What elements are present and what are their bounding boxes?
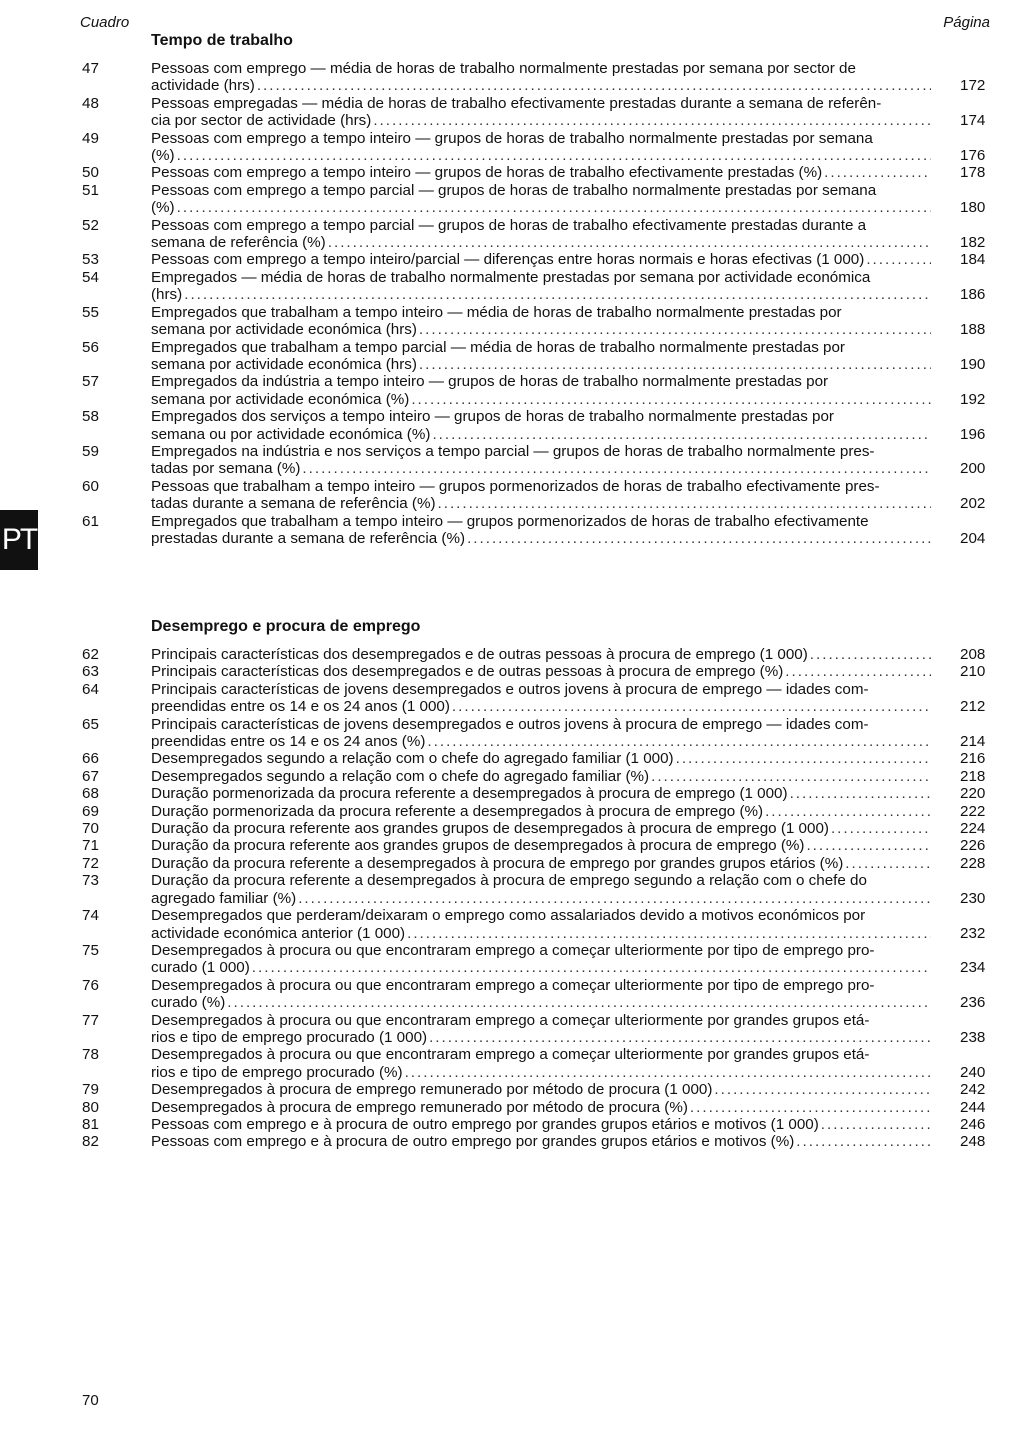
- toc-entry-title-last-line: Principais características dos desempregados e de outras pessoas à procura de emprego (1 000): [151, 646, 808, 663]
- dot-leader: [184, 286, 931, 303]
- toc-entry-number: 74: [82, 907, 99, 925]
- toc-entry-page: 196: [960, 425, 986, 443]
- toc-entry-number: 49: [82, 129, 99, 147]
- toc-entry-title-line: Desempregados à procura ou que encontraram emprego a começar ulteriormente por tipo de emprego pro-: [151, 941, 875, 959]
- toc-entry: [0, 907, 1024, 942]
- section-title-tempo-de-trabalho: Tempo de trabalho: [151, 32, 293, 49]
- dot-leader: [427, 733, 931, 750]
- toc-entry-title-line: Empregados que trabalham a tempo inteiro — grupos pormenorizados de horas de trabalho efectivamente: [151, 512, 869, 530]
- toc-entry-title: [151, 1012, 931, 1047]
- toc-entry-title: [151, 1099, 931, 1116]
- toc-entry-number: 63: [82, 663, 99, 681]
- toc-entry-title-line: Desempregados que perderam/deixaram o emprego como assalariados devido a motivos económicos por: [151, 907, 866, 925]
- dot-leader: [373, 112, 931, 129]
- toc-entry-number: 70: [82, 820, 99, 838]
- dot-leader: [810, 646, 931, 663]
- toc-entry-title: [151, 95, 931, 130]
- toc-list-desemprego: [0, 646, 1024, 1151]
- dot-leader: [866, 251, 931, 268]
- toc-entry-number: 80: [82, 1098, 99, 1116]
- toc-entry-number: 61: [82, 512, 99, 530]
- toc-entry-title-line: Empregados que trabalham a tempo parcial — média de horas de trabalho normalmente prestadas por: [151, 338, 845, 356]
- toc-entry-title: [151, 339, 931, 374]
- toc-entry-title-last-line: Pessoas com emprego a tempo inteiro/parcial — diferenças entre horas normais e horas efectivas (1 000): [151, 251, 865, 269]
- toc-entry-number: 76: [82, 976, 99, 994]
- toc-entry-page: 214: [960, 733, 986, 751]
- toc-entry-number: 59: [82, 442, 99, 460]
- toc-entry-page: 176: [960, 147, 986, 165]
- toc-entry-number: 56: [82, 338, 99, 356]
- dot-leader: [467, 530, 931, 547]
- toc-entry-number: 50: [82, 164, 99, 182]
- toc-entry-title-last-line: semana por actividade económica (%): [151, 390, 410, 408]
- toc-entry-title-last-line: curado (1 000): [151, 959, 250, 977]
- toc-entry-page: 178: [960, 164, 986, 182]
- dot-leader: [806, 837, 931, 854]
- toc-entry-title: [151, 837, 931, 854]
- toc-entry: [0, 1116, 1024, 1133]
- toc-entry-title: [151, 803, 931, 820]
- toc-entry-title: [151, 1116, 931, 1133]
- toc-entry-page: 240: [960, 1063, 986, 1081]
- page-number: 70: [82, 1392, 99, 1409]
- toc-entry: [0, 646, 1024, 663]
- toc-entry: [0, 768, 1024, 785]
- toc-entry-title-last-line: Desempregados segundo a relação com o chefe do agregado familiar (1 000): [151, 750, 674, 768]
- toc-entry-number: 69: [82, 802, 99, 820]
- toc-entry-title-last-line: Desempregados à procura de emprego remunerado por método de procura (%): [151, 1098, 688, 1116]
- dot-leader: [676, 750, 931, 767]
- toc-entry-title-last-line: Duração da procura referente a desempregados à procura de emprego por grandes grupos etários (%): [151, 854, 844, 872]
- toc-entry-title: [151, 443, 931, 478]
- toc-entry-title: [151, 942, 931, 977]
- toc-entry: [0, 304, 1024, 339]
- toc-entry-title: [151, 977, 931, 1012]
- toc-entry-page: 186: [960, 286, 986, 304]
- dot-leader: [177, 199, 931, 216]
- toc-entry-title: [151, 768, 931, 785]
- dot-leader: [411, 391, 931, 408]
- toc-entry-title-last-line: Duração pormenorizada da procura referente a desempregados à procura de emprego (%): [151, 802, 764, 820]
- toc-entry-number: 77: [82, 1011, 99, 1029]
- toc-entry-title-line: Principais características de jovens desempregados e outros jovens à procura de emprego — idades com-: [151, 680, 869, 698]
- dot-leader: [257, 77, 931, 94]
- toc-entry: [0, 977, 1024, 1012]
- toc-entry-title: [151, 373, 931, 408]
- toc-entry-number: 47: [82, 60, 99, 77]
- toc-entry-number: 64: [82, 680, 99, 698]
- toc-entry: [0, 443, 1024, 478]
- toc-entry-title-last-line: actividade (hrs): [151, 77, 255, 95]
- toc-entry-page: 242: [960, 1081, 986, 1099]
- toc-entry: [0, 1099, 1024, 1116]
- toc-entry-title-last-line: Duração pormenorizada da procura referente a desempregados à procura de emprego (1 000): [151, 785, 788, 803]
- toc-entry-number: 54: [82, 268, 99, 286]
- toc-entry-title-last-line: preendidas entre os 14 e os 24 anos (%): [151, 733, 426, 751]
- toc-entry-number: 58: [82, 408, 99, 426]
- toc-entry: [0, 130, 1024, 165]
- toc-entry-number: 73: [82, 872, 99, 890]
- toc-entry-title: [151, 907, 931, 942]
- toc-entry: [0, 513, 1024, 548]
- toc-entry-number: 66: [82, 750, 99, 768]
- toc-entry-title: [151, 1081, 931, 1098]
- toc-entry: [0, 942, 1024, 977]
- toc-entry-title-line: Pessoas com emprego a tempo inteiro — grupos de horas de trabalho normalmente prestadas por semana: [151, 129, 873, 147]
- toc-entry-page: 248: [960, 1133, 986, 1151]
- toc-entry-title-last-line: curado (%): [151, 994, 226, 1012]
- toc-entry-title-line: Desempregados à procura ou que encontraram emprego a começar ulteriormente por grandes grupos etá-: [151, 1046, 870, 1064]
- toc-entry-number: 67: [82, 767, 99, 785]
- toc-entry-title-line: Empregados da indústria a tempo inteiro — grupos de horas de trabalho normalmente prestadas por: [151, 373, 829, 391]
- toc-entry-title-last-line: Principais características dos desempregados e de outras pessoas à procura de emprego (%): [151, 663, 784, 681]
- toc-entry-number: 52: [82, 216, 99, 234]
- toc-entry-title-line: Desempregados à procura ou que encontraram emprego a começar ulteriormente por grandes grupos etá-: [151, 1011, 870, 1029]
- toc-entry-title-line: Pessoas empregadas — média de horas de trabalho efectivamente prestadas durante a semana de referên-: [151, 94, 882, 112]
- dot-leader: [765, 803, 931, 820]
- dot-leader: [714, 1081, 931, 1098]
- toc-entry-title-last-line: rios e tipo de emprego procurado (%): [151, 1063, 403, 1081]
- toc-entry-title-line: Empregados na indústria e nos serviços a tempo parcial — grupos de horas de trabalho normalmente pres-: [151, 442, 875, 460]
- dot-leader: [177, 147, 931, 164]
- dot-leader: [831, 820, 931, 837]
- toc-entry-number: 60: [82, 477, 99, 495]
- toc-entry-number: 78: [82, 1046, 99, 1064]
- toc-entry: [0, 681, 1024, 716]
- toc-entry-number: 72: [82, 854, 99, 872]
- toc-entry: [0, 478, 1024, 513]
- column-header-pagina: Página: [943, 14, 990, 31]
- toc-entry-page: 204: [960, 529, 986, 547]
- dot-leader: [419, 356, 931, 373]
- toc-entry-title: [151, 217, 931, 252]
- toc-entry-number: 55: [82, 303, 99, 321]
- toc-entry: [0, 1046, 1024, 1081]
- toc-entry-page: 200: [960, 460, 986, 478]
- toc-entry-title-last-line: semana ou por actividade económica (%): [151, 425, 431, 443]
- toc-entry-title: [151, 820, 931, 837]
- toc-entry-title: [151, 1133, 931, 1150]
- toc-entry-title-last-line: Duração da procura referente aos grandes grupos de desempregados à procura de emprego (1 000): [151, 820, 829, 838]
- toc-entry: [0, 251, 1024, 268]
- toc-entry-title: [151, 269, 931, 304]
- toc-entry-title-line: Empregados dos serviços a tempo inteiro — grupos de horas de trabalho normalmente prestadas por: [151, 408, 834, 426]
- toc-entry-title-last-line: Duração da procura referente aos grandes grupos de desempregados à procura de emprego (%): [151, 837, 805, 855]
- toc-entry-page: 236: [960, 994, 986, 1012]
- toc-entry-page: 192: [960, 390, 986, 408]
- toc-entry-page: 224: [960, 820, 986, 838]
- toc-entry-title: [151, 182, 931, 217]
- toc-entry-title: [151, 663, 931, 680]
- dot-leader: [227, 994, 931, 1011]
- toc-entry-number: 51: [82, 181, 99, 199]
- toc-entry-title-line: Empregados que trabalham a tempo inteiro — média de horas de trabalho normalmente prestadas por: [151, 303, 842, 321]
- toc-entry: [0, 1081, 1024, 1098]
- toc-entry: [0, 408, 1024, 443]
- toc-entry-title-last-line: Desempregados à procura de emprego remunerado por método de procura (1 000): [151, 1081, 713, 1099]
- toc-entry-title: [151, 164, 931, 181]
- dot-leader: [407, 925, 931, 942]
- toc-entry-page: 232: [960, 924, 986, 942]
- toc-entry-title-last-line: semana por actividade económica (hrs): [151, 321, 417, 339]
- toc-entry-number: 82: [82, 1133, 99, 1151]
- toc-entry-title: [151, 304, 931, 339]
- toc-entry: [0, 1012, 1024, 1047]
- dot-leader: [302, 460, 931, 477]
- dot-leader: [452, 698, 931, 715]
- toc-entry-title-last-line: tadas por semana (%): [151, 460, 301, 478]
- language-tab-pt: PT: [0, 510, 38, 570]
- dot-leader: [298, 890, 931, 907]
- toc-entry-title: [151, 60, 931, 95]
- toc-entry-page: 182: [960, 234, 986, 252]
- dot-leader: [785, 663, 931, 680]
- toc-entry-title: [151, 478, 931, 513]
- toc-entry: [0, 803, 1024, 820]
- dot-leader: [790, 785, 931, 802]
- toc-entry: [0, 837, 1024, 854]
- toc-entry-number: 71: [82, 837, 99, 855]
- toc-entry-page: 230: [960, 889, 986, 907]
- dot-leader: [328, 234, 931, 251]
- toc-entry-title: [151, 251, 931, 268]
- dot-leader: [845, 855, 931, 872]
- toc-entry-title-line: Principais características de jovens desempregados e outros jovens à procura de emprego — idades com-: [151, 715, 869, 733]
- dot-leader: [438, 495, 931, 512]
- toc-entry: [0, 663, 1024, 680]
- toc-entry: [0, 373, 1024, 408]
- toc-entry: [0, 95, 1024, 130]
- toc-entry-page: 234: [960, 959, 986, 977]
- toc-entry-title-last-line: rios e tipo de emprego procurado (1 000): [151, 1028, 428, 1046]
- toc-entry-number: 48: [82, 94, 99, 112]
- toc-entry-title: [151, 872, 931, 907]
- toc-entry-page: 238: [960, 1028, 986, 1046]
- toc-entry-title: [151, 681, 931, 716]
- toc-entry-page: 218: [960, 767, 986, 785]
- toc-entry-title-last-line: Pessoas com emprego a tempo inteiro — grupos de horas de trabalho efectivamente prestadas (%): [151, 164, 823, 182]
- toc-entry-title: [151, 130, 931, 165]
- toc-entry-number: 75: [82, 941, 99, 959]
- toc-entry-number: 81: [82, 1115, 99, 1133]
- toc-entry-page: 174: [960, 112, 986, 130]
- dot-leader: [432, 426, 931, 443]
- toc-entry-page: 202: [960, 495, 986, 513]
- toc-entry: [0, 820, 1024, 837]
- toc-entry-title-line: Desempregados à procura ou que encontraram emprego a começar ulteriormente por tipo de emprego pro-: [151, 976, 875, 994]
- toc-entry-title: [151, 855, 931, 872]
- toc-entry-page: 208: [960, 646, 986, 663]
- toc-entry-title: [151, 716, 931, 751]
- toc-entry-number: 53: [82, 251, 99, 269]
- toc-entry-title-line: Pessoas com emprego — média de horas de trabalho normalmente prestadas por semana por sector de: [151, 60, 856, 77]
- toc-entry-title-last-line: prestadas durante a semana de referência (%): [151, 529, 466, 547]
- dot-leader: [419, 321, 931, 338]
- toc-entry-title-last-line: preendidas entre os 14 e os 24 anos (1 000): [151, 698, 450, 716]
- toc-entry: [0, 60, 1024, 95]
- toc-entry-title-line: Duração da procura referente a desempregados à procura de emprego segundo a relação com o chefe do: [151, 872, 867, 890]
- dot-leader: [651, 768, 931, 785]
- toc-entry-title: [151, 646, 931, 663]
- toc-entry-page: 220: [960, 785, 986, 803]
- toc-entry: [0, 339, 1024, 374]
- dot-leader: [796, 1133, 931, 1150]
- toc-list-tempo-de-trabalho: [0, 60, 1024, 547]
- toc-entry-title: [151, 408, 931, 443]
- toc-entry-title: [151, 785, 931, 802]
- toc-entry-page: 222: [960, 802, 986, 820]
- toc-entry-title-last-line: (%): [151, 199, 175, 217]
- toc-entry-title-last-line: semana de referência (%): [151, 234, 326, 252]
- toc-entry: [0, 855, 1024, 872]
- dot-leader: [821, 1116, 931, 1133]
- toc-entry: [0, 217, 1024, 252]
- toc-entry-page: 212: [960, 698, 986, 716]
- dot-leader: [824, 164, 931, 181]
- toc-entry-page: 172: [960, 77, 986, 95]
- toc-entry-title-last-line: Pessoas com emprego e à procura de outro emprego por grandes grupos etários e motivos (%): [151, 1133, 795, 1151]
- toc-entry-page: 188: [960, 321, 986, 339]
- toc-entry-page: 216: [960, 750, 986, 768]
- toc-entry-number: 57: [82, 373, 99, 391]
- toc-entry: [0, 182, 1024, 217]
- toc-entry-title-last-line: (%): [151, 147, 175, 165]
- toc-entry: [0, 750, 1024, 767]
- toc-entry-page: 180: [960, 199, 986, 217]
- dot-leader: [429, 1029, 931, 1046]
- toc-entry-title-last-line: semana por actividade económica (hrs): [151, 355, 417, 373]
- toc-entry-page: 246: [960, 1115, 986, 1133]
- column-header-cuadro: Cuadro: [80, 14, 130, 31]
- toc-entry-title: [151, 1046, 931, 1081]
- toc-entry-page: 184: [960, 251, 986, 269]
- toc-entry-title-last-line: agregado familiar (%): [151, 889, 297, 907]
- toc-entry-number: 62: [82, 646, 99, 663]
- toc-entry: [0, 1133, 1024, 1150]
- toc-entry-title-last-line: cia por sector de actividade (hrs): [151, 112, 372, 130]
- toc-entry: [0, 716, 1024, 751]
- toc-entry-title-last-line: (hrs): [151, 286, 183, 304]
- toc-entry-page: 210: [960, 663, 986, 681]
- toc-entry: [0, 785, 1024, 802]
- toc-entry-title-last-line: actividade económica anterior (1 000): [151, 924, 406, 942]
- toc-entry-number: 79: [82, 1081, 99, 1099]
- toc-entry-number: 68: [82, 785, 99, 803]
- toc-entry-page: 226: [960, 837, 986, 855]
- toc-entry-page: 228: [960, 854, 986, 872]
- toc-entry-title-last-line: Desempregados segundo a relação com o chefe do agregado familiar (%): [151, 767, 650, 785]
- toc-entry-title-line: Pessoas com emprego a tempo parcial — grupos de horas de trabalho efectivamente prestadas durante a: [151, 216, 867, 234]
- toc-entry: [0, 872, 1024, 907]
- toc-entry-title-line: Pessoas que trabalham a tempo inteiro — grupos pormenorizados de horas de trabalho efectivamente pres-: [151, 477, 880, 495]
- toc-entry-title-last-line: tadas durante a semana de referência (%): [151, 495, 436, 513]
- toc-entry-number: 65: [82, 715, 99, 733]
- toc-entry-title-last-line: Pessoas com emprego e à procura de outro emprego por grandes grupos etários e motivos (1 000): [151, 1115, 819, 1133]
- toc-entry: [0, 269, 1024, 304]
- toc-entry-title: [151, 750, 931, 767]
- toc-entry-title-line: Pessoas com emprego a tempo parcial — grupos de horas de trabalho normalmente prestadas por semana: [151, 181, 877, 199]
- toc-entry-page: 244: [960, 1098, 986, 1116]
- dot-leader: [252, 959, 931, 976]
- toc-entry-title: [151, 513, 931, 548]
- dot-leader: [405, 1064, 931, 1081]
- dot-leader: [690, 1099, 931, 1116]
- toc-entry-title-line: Empregados — média de horas de trabalho normalmente prestadas por semana por actividade económica: [151, 268, 871, 286]
- toc-entry: [0, 164, 1024, 181]
- toc-entry-page: 190: [960, 355, 986, 373]
- section-title-desemprego: Desemprego e procura de emprego: [151, 618, 421, 635]
